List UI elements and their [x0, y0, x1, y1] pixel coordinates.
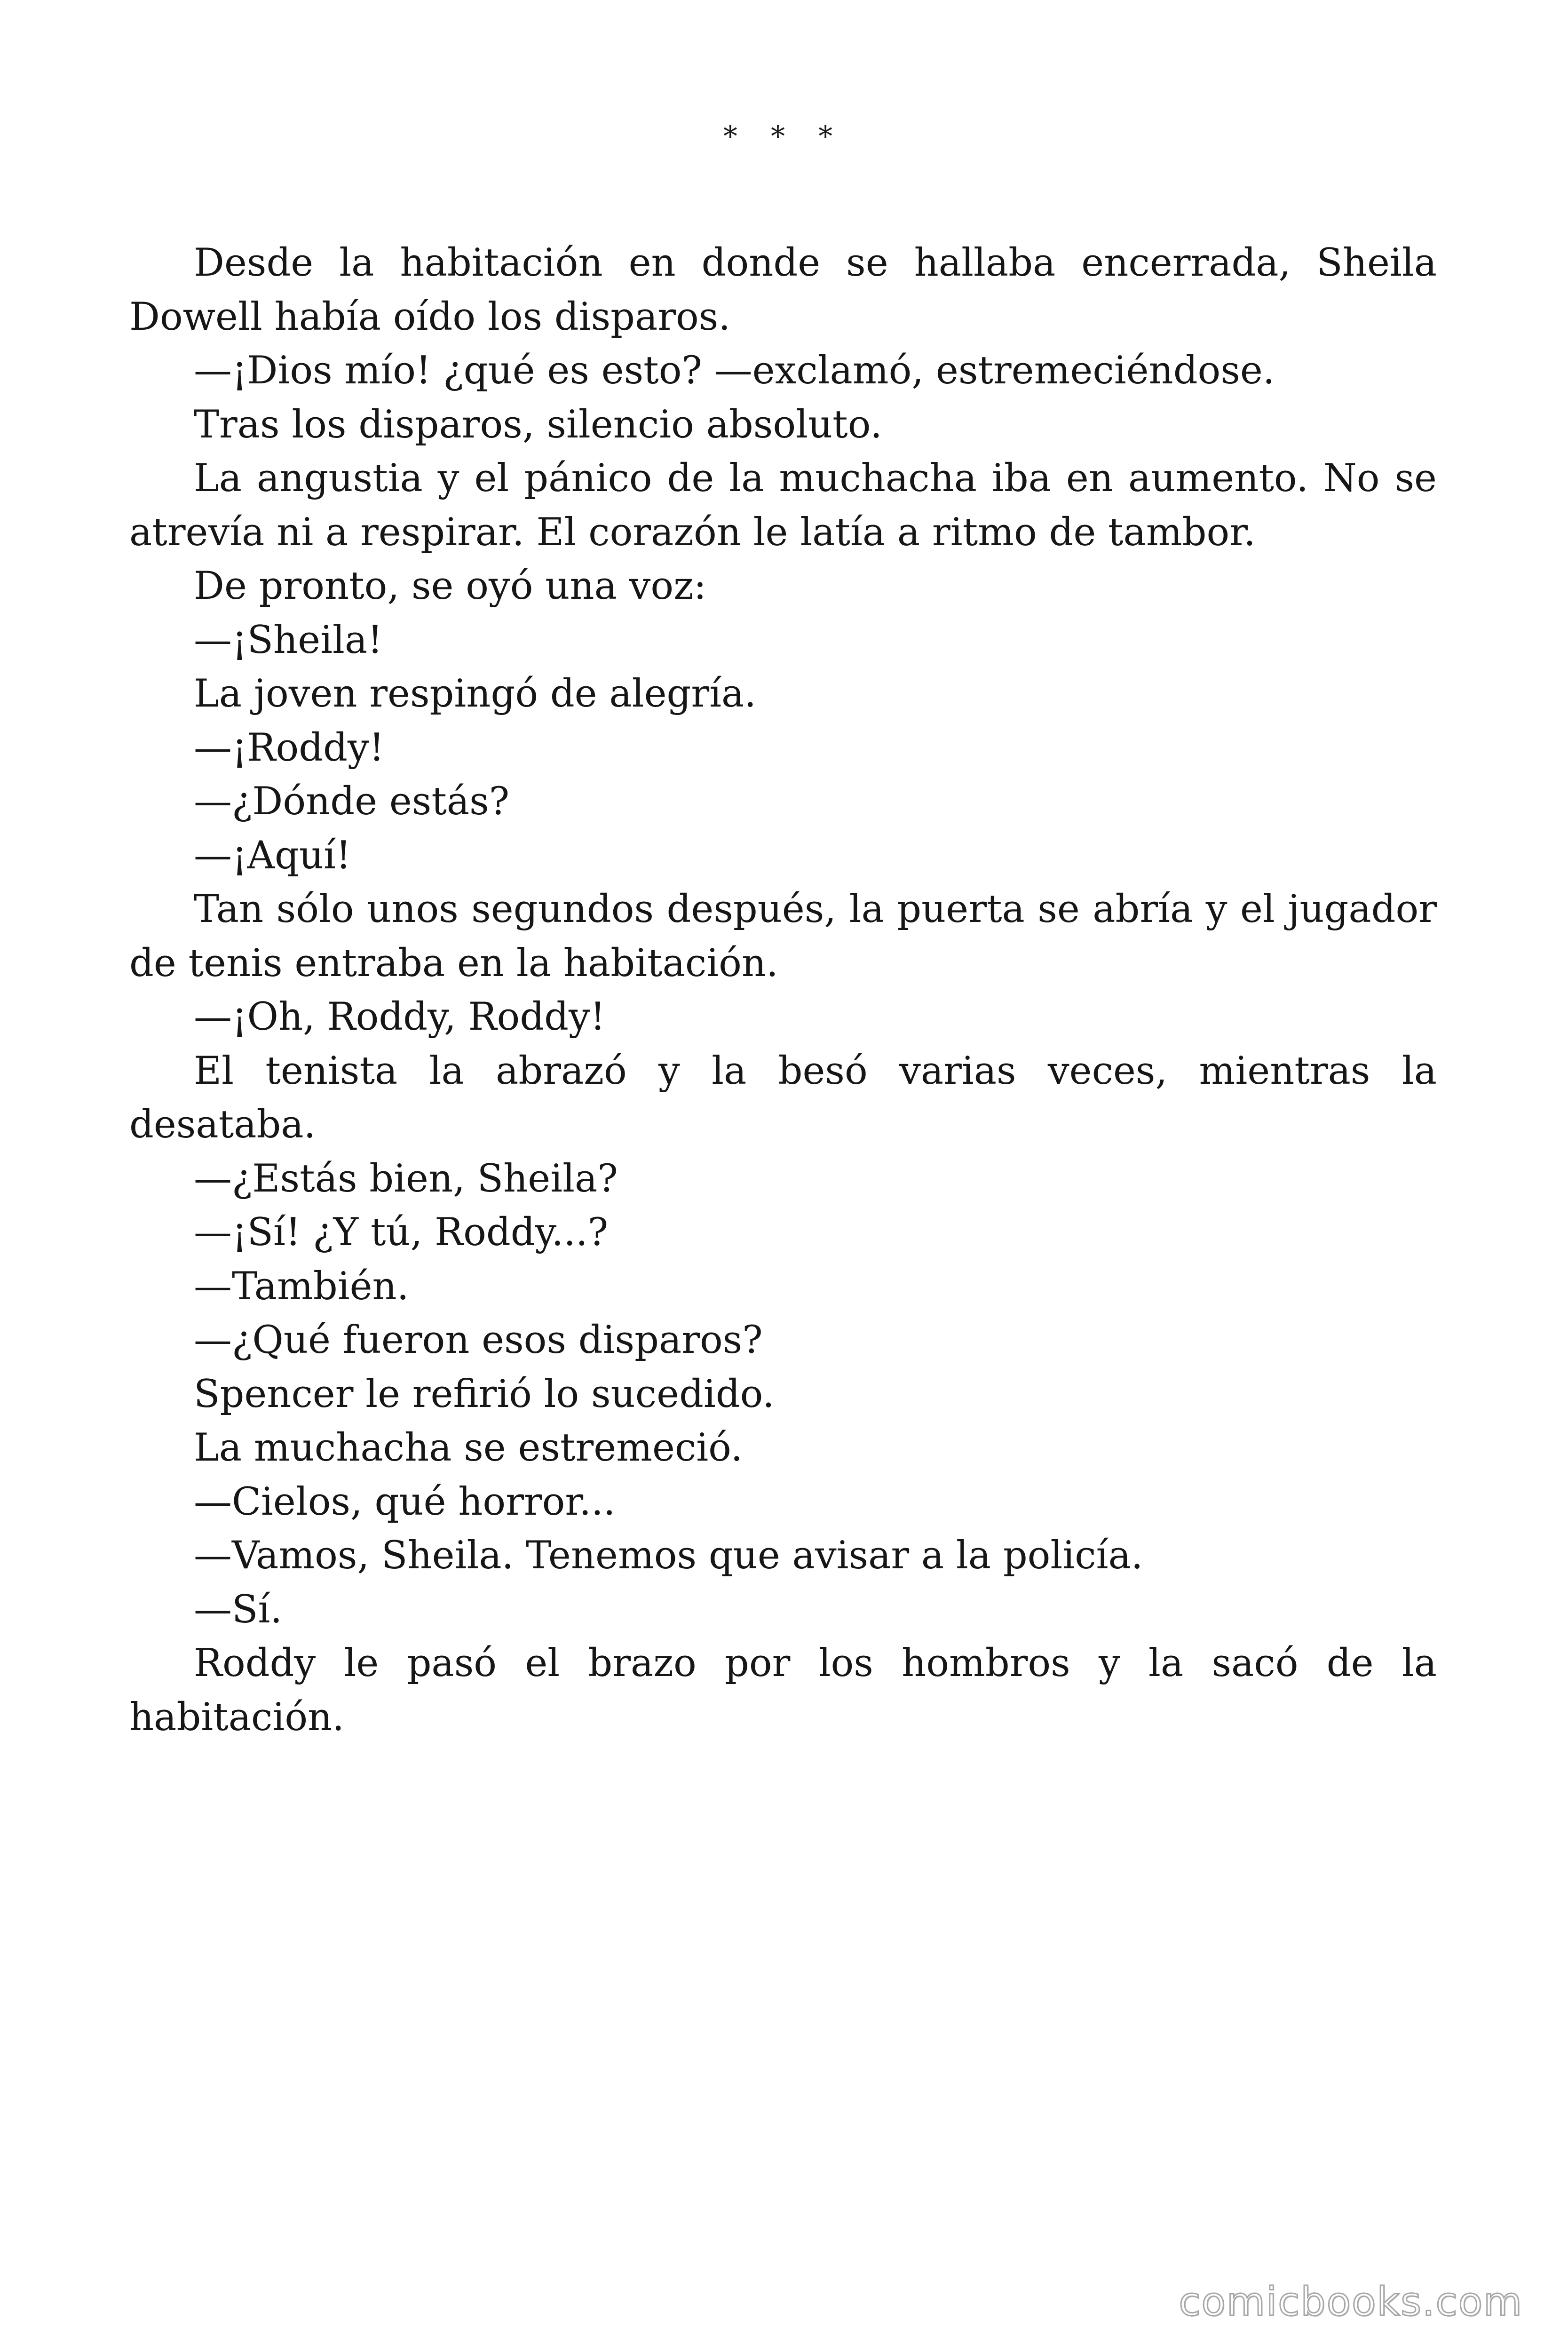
paragraph: —¡Oh, Roddy, Roddy!	[194, 995, 606, 1039]
paragraph: La angustia y el pánico de la muchacha iba en aumento. No se atrevía ni a respirar. El corazón le latía a ritmo de tambor.	[129, 456, 1437, 555]
paragraph: —¡Sí! ¿Y tú, Roddy...?	[194, 1210, 609, 1255]
paragraph: Spencer le refirió lo sucedido.	[194, 1372, 775, 1416]
paragraph: Tras los disparos, silencio absoluto.	[194, 402, 882, 447]
paragraph: —¡Sheila!	[194, 618, 383, 662]
paragraph: —¡Roddy!	[194, 725, 385, 770]
paragraph: —¿Estás bien, Sheila?	[194, 1156, 618, 1201]
paragraph: —¿Qué fueron esos disparos?	[194, 1318, 763, 1362]
paragraph: —Vamos, Sheila. Tenemos que avisar a la policía.	[194, 1534, 1143, 1578]
paragraph: —Cielos, qué horror...	[194, 1479, 616, 1524]
watermark: comicbooks.com	[1179, 2279, 1523, 2325]
paragraph: —¿Dónde estás?	[194, 779, 510, 824]
paragraph: Tan sólo unos segundos después, la puerta se abría y el jugador de tenis entraba en la habitación.	[129, 887, 1437, 985]
paragraph: El tenista la abrazó y la besó varias veces, mientras la desataba.	[129, 1049, 1437, 1147]
scene-separator: * * *	[723, 120, 845, 153]
paragraph: De pronto, se oyó una voz:	[194, 564, 707, 608]
paragraph: —¡Aquí!	[194, 833, 351, 878]
paragraph: Desde la habitación en donde se hallaba encerrada, Sheila Dowell había oído los disparos.	[129, 241, 1437, 339]
body-text	[129, 236, 1437, 1744]
paragraph: La joven respingó de alegría.	[194, 672, 757, 716]
paragraph: —Sí.	[194, 1587, 283, 1632]
paragraph: —¡Dios mío! ¿qué es esto? —exclamó, estremeciéndose.	[194, 349, 1275, 393]
paragraph: —También.	[194, 1264, 409, 1309]
paragraph: Roddy le pasó el brazo por los hombros y la sacó de la habitación.	[129, 1641, 1437, 1740]
paragraph: La muchacha se estremeció.	[194, 1426, 743, 1470]
